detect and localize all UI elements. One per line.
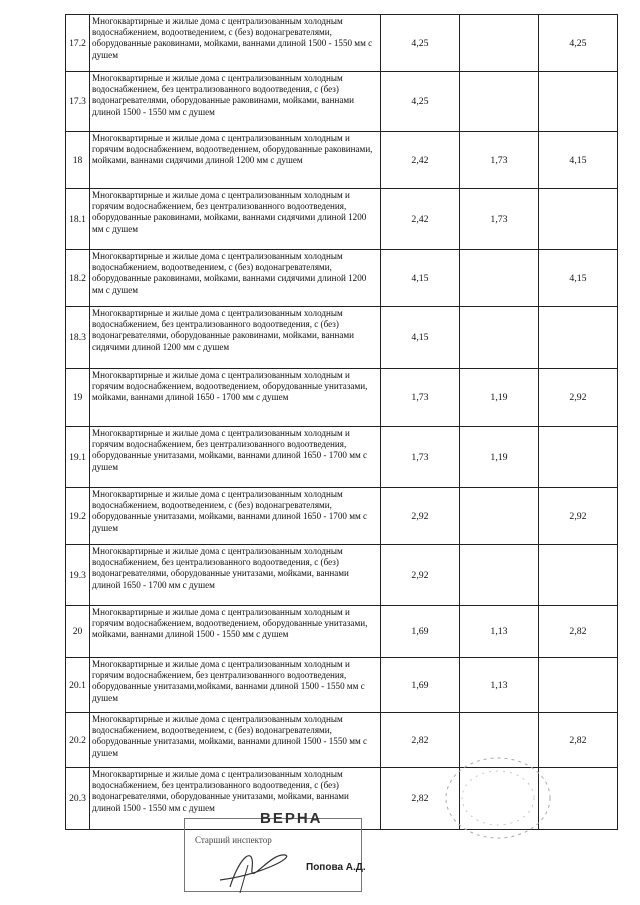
table-row <box>66 307 618 369</box>
row-value-drainage: 4,25 <box>539 15 618 72</box>
row-number: 19.2 <box>66 488 90 545</box>
tariff-table <box>65 14 618 830</box>
row-value-drainage: 4,15 <box>539 250 618 307</box>
row-number: 20.3 <box>66 768 90 830</box>
row-value-cold: 4,25 <box>381 15 460 72</box>
row-value-cold: 1,73 <box>381 427 460 488</box>
row-value-hot: 1,13 <box>460 658 539 713</box>
row-description: Многоквартирные и жилые дома с централизованным холодным и горячим водоснабжением, без централизованного водоотведения, оборудованные раковинами, мойками, ваннами сидячими длиной 1200 мм с душем <box>90 189 381 250</box>
row-value-drainage <box>539 72 618 132</box>
row-value-cold: 4,25 <box>381 72 460 132</box>
row-description: Многоквартирные и жилые дома с централизованным холодным водоснабжением, водоотведением, с (без) водонагревателями, оборудованные раковинами, мойками, ваннами сидячими длиной 1200 мм с душем <box>90 250 381 307</box>
row-value-cold: 4,15 <box>381 250 460 307</box>
table-body <box>66 15 618 830</box>
table-row <box>66 369 618 427</box>
row-value-cold: 2,42 <box>381 189 460 250</box>
row-number: 19 <box>66 369 90 427</box>
signatory-name: Попова А.Д. <box>306 862 366 873</box>
row-number: 20.1 <box>66 658 90 713</box>
row-value-drainage: 2,92 <box>539 488 618 545</box>
row-value-cold: 1,73 <box>381 369 460 427</box>
table-row <box>66 250 618 307</box>
row-number: 18.3 <box>66 307 90 369</box>
table-row <box>66 189 618 250</box>
row-description: Многоквартирные и жилые дома с централизованным холодным водоснабжением, без централизованного водоотведения, с (без) водонагревателями, оборудованные раковинами, мойками, ваннами сидячими длиной 1200 мм с душем <box>90 307 381 369</box>
handwritten-signature <box>200 835 310 895</box>
row-value-hot <box>460 488 539 545</box>
row-number: 19.1 <box>66 427 90 488</box>
table-row <box>66 488 618 545</box>
row-description: Многоквартирные и жилые дома с централизованным холодным водоснабжением, водоотведением, с (без) водонагревателями, оборудованные унитазами, мойками, ваннами длиной 1500 - 1550 мм с душем <box>90 713 381 768</box>
row-value-hot <box>460 545 539 606</box>
table-row <box>66 427 618 488</box>
row-value-cold: 2,92 <box>381 488 460 545</box>
row-number: 18 <box>66 132 90 189</box>
table-row <box>66 658 618 713</box>
row-value-cold: 1,69 <box>381 658 460 713</box>
row-description: Многоквартирные и жилые дома с централизованным холодным и горячим водоснабжением, без централизованного водоотведения, оборудованные унитазами, мойками, ваннами длиной 1650 - 1700 мм с душем <box>90 427 381 488</box>
row-value-hot: 1,19 <box>460 427 539 488</box>
row-description: Многоквартирные и жилые дома с централизованным холодным и горячим водоснабжением, без централизованного водоотведения, оборудованные унитазами,мойками, ваннами длиной 1500 - 1550 мм с душем <box>90 658 381 713</box>
row-number: 18.1 <box>66 189 90 250</box>
signatory-title: Старший инспектор <box>195 835 272 845</box>
row-number: 19.3 <box>66 545 90 606</box>
row-value-cold: 1,69 <box>381 606 460 658</box>
row-value-drainage <box>539 658 618 713</box>
row-value-hot: 1,13 <box>460 606 539 658</box>
row-number: 18.2 <box>66 250 90 307</box>
table-row <box>66 606 618 658</box>
table-row <box>66 15 618 72</box>
table-row <box>66 132 618 189</box>
faded-seal-mark <box>440 752 560 842</box>
row-value-cold: 2,82 <box>381 768 460 830</box>
row-value-drainage: 2,82 <box>539 713 618 768</box>
row-description: Многоквартирные и жилые дома с централизованным холодным и горячим водоснабжением, водоотведением, оборудованные раковинами, мойками, ваннами сидячими длиной 1200 мм с душем <box>90 132 381 189</box>
row-value-hot: 1,73 <box>460 132 539 189</box>
row-value-drainage: 2,82 <box>539 606 618 658</box>
row-number: 17.2 <box>66 15 90 72</box>
row-value-cold: 4,15 <box>381 307 460 369</box>
row-value-hot <box>460 72 539 132</box>
row-description: Многоквартирные и жилые дома с централизованным холодным водоснабжением, водоотведением, с (без) водонагревателями, оборудованные унитазами, мойками, ваннами длиной 1650 - 1700 мм с душем <box>90 488 381 545</box>
row-number: 20 <box>66 606 90 658</box>
row-value-drainage <box>539 427 618 488</box>
row-description: Многоквартирные и жилые дома с централизованным холодным и горячим водоснабжением, водоотведением, оборудованные унитазами, мойками, ваннами длиной 1650 - 1700 мм с душем <box>90 369 381 427</box>
row-description: Многоквартирные и жилые дома с централизованным холодным водоснабжением, без централизованного водоотведения, с (без) водонагревателями, оборудованные раковинами, мойками, ваннами длиной 1500 - 1550 мм с душем <box>90 72 381 132</box>
table-row <box>66 545 618 606</box>
row-value-cold: 2,82 <box>381 713 460 768</box>
row-value-hot <box>460 307 539 369</box>
table-row <box>66 72 618 132</box>
row-value-cold: 2,92 <box>381 545 460 606</box>
row-description: Многоквартирные и жилые дома с централизованным холодным и горячим водоснабжением, водоотведением, оборудованные унитазами, мойками, ваннами длиной 1500 - 1550 мм с душем <box>90 606 381 658</box>
stamp-title: ВЕРНА <box>260 810 323 827</box>
row-value-drainage: 2,92 <box>539 369 618 427</box>
row-value-cold: 2,42 <box>381 132 460 189</box>
row-description: Многоквартирные и жилые дома с централизованным холодным водоснабжением, без централизованного водоотведения, с (без) водонагревателями, оборудованные унитазами, мойками, ваннами длиной 1650 - 1700 мм с душем <box>90 545 381 606</box>
row-value-hot: 1,19 <box>460 369 539 427</box>
row-value-drainage <box>539 307 618 369</box>
row-value-hot: 1,73 <box>460 189 539 250</box>
row-number: 17.3 <box>66 72 90 132</box>
row-value-hot <box>460 250 539 307</box>
row-value-drainage <box>539 189 618 250</box>
row-description: Многоквартирные и жилые дома с централизованным холодным водоснабжением, без централизованного водоотведения, с (без) водонагревателями, оборудованные унитазами, мойками, ваннами длиной 1500 - 1550 мм с душем <box>90 768 381 830</box>
row-value-hot <box>460 15 539 72</box>
row-value-drainage: 4,15 <box>539 132 618 189</box>
row-number: 20.2 <box>66 713 90 768</box>
row-description: Многоквартирные и жилые дома с централизованным холодным водоснабжением, водоотведением, с (без) водонагревателями, оборудованные раковинами, мойками, ваннами длиной 1500 - 1550 мм с душем <box>90 15 381 72</box>
row-value-drainage <box>539 545 618 606</box>
